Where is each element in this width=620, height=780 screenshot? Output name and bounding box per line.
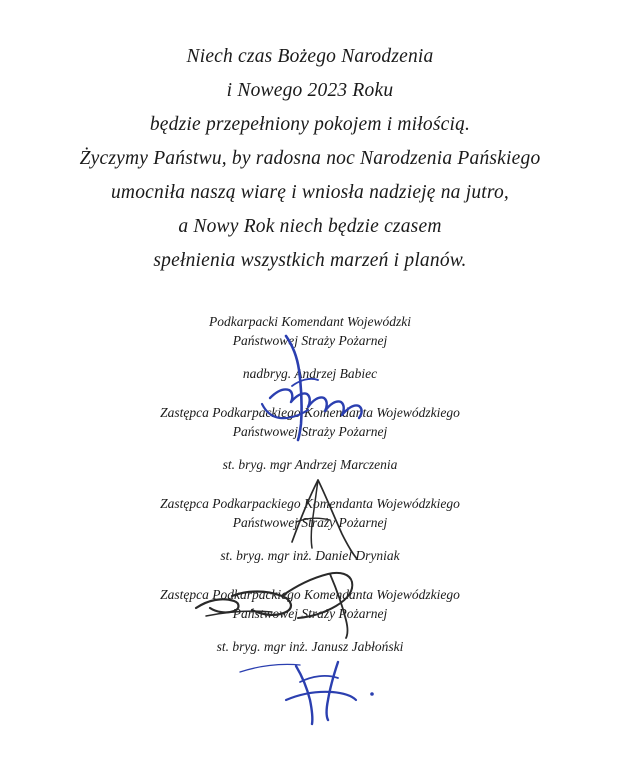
greeting-text bbox=[28, 40, 592, 278]
greeting-line-5: umocniła naszą wiarę i wniosła nadzieję na jutro, bbox=[110, 182, 509, 203]
signature-block-2 bbox=[28, 403, 592, 474]
signature-name: nadbryg. Andrzej Babiec bbox=[242, 366, 378, 381]
signature-name: st. bryg. mgr Andrzej Marczenia bbox=[222, 457, 398, 472]
signature-role-line-2: Państwowej Straży Pożarnej bbox=[232, 333, 388, 348]
signature-list bbox=[28, 312, 592, 656]
signature-block-1 bbox=[28, 312, 592, 383]
signature-block-4 bbox=[28, 585, 592, 656]
greeting-line-6: a Nowy Rok niech będzie czasem bbox=[178, 216, 442, 237]
signature-block-3 bbox=[28, 494, 592, 565]
signature-role-line-1: Zastępca Podkarpackiego Komendanta Wojewódzkiego bbox=[160, 496, 460, 511]
handwritten-signature-4-icon bbox=[240, 662, 374, 724]
signature-role-line-2: Państwowej Straży Pożarnej bbox=[232, 424, 388, 439]
greeting-line-1: Niech czas Bożego Narodzenia bbox=[186, 46, 434, 67]
signature-role-line-2: Państwowej Straży Pożarnej bbox=[232, 606, 388, 621]
signature-name: st. bryg. mgr inż. Daniel Dryniak bbox=[220, 548, 400, 563]
greeting-line-4: Życzymy Państwu, by radosna noc Narodzenia Pańskiego bbox=[79, 148, 541, 169]
signature-role-line-1: Podkarpacki Komendant Wojewódzki bbox=[209, 314, 411, 329]
signature-role-line-1: Zastępca Podkarpackiego Komendanta Wojewódzkiego bbox=[160, 405, 460, 420]
signature-role-line-2: Państwowej Straży Pożarnej bbox=[232, 515, 388, 530]
greeting-line-7: spełnienia wszystkich marzeń i planów. bbox=[153, 250, 467, 271]
greeting-line-3: będzie przepełniony pokojem i miłością. bbox=[149, 114, 471, 135]
greeting-line-2: i Nowego 2023 Roku bbox=[226, 80, 394, 101]
signature-name: st. bryg. mgr inż. Janusz Jabłoński bbox=[216, 639, 404, 654]
signature-role-line-1: Zastępca Podkarpackiego Komendanta Wojewódzkiego bbox=[160, 587, 460, 602]
